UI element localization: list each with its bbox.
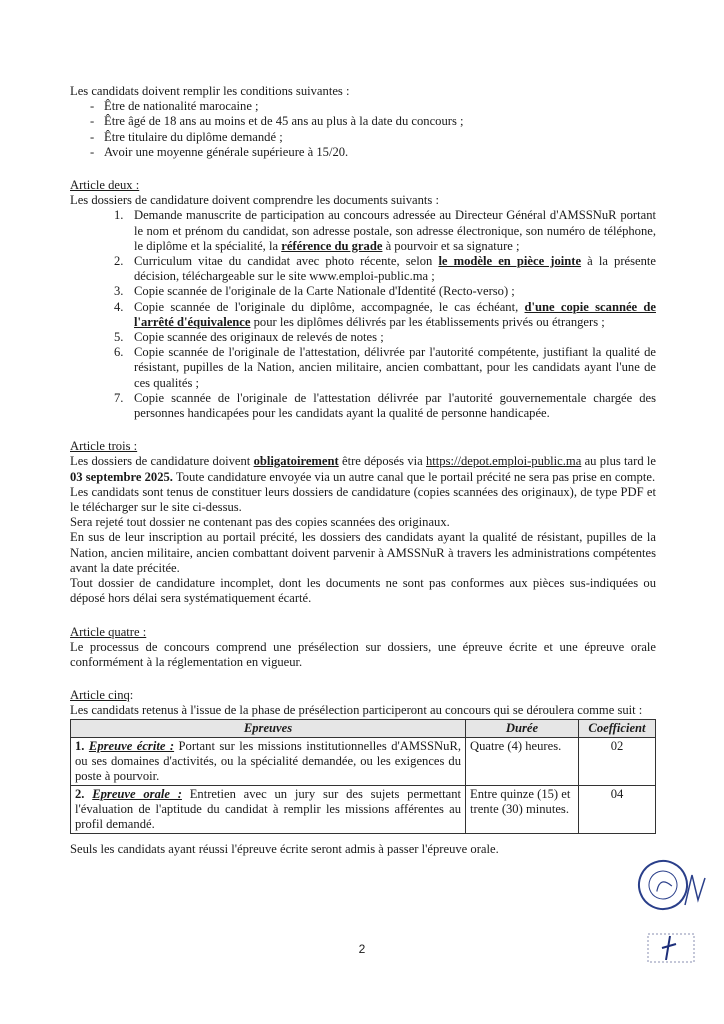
closing-paragraph: Seuls les candidats ayant réussi l'épreuve écrite seront admis à passer l'épreuve orale.: [70, 841, 499, 856]
initial-mark-icon: [646, 930, 696, 966]
list-item: [70, 284, 656, 299]
list-item: - Être titulaire du diplôme demandé ;: [70, 130, 656, 145]
item-text: Demande manuscrite de participation au concours adressée au Directeur Général d'AMSSNuR portant le nom et prénom du candidat, son adresse postale, son adresse électronique, son numéro de téléphone, le diplôme et la spécialité, la: [134, 208, 656, 253]
item-emphasis: le modèle en pièce jointe: [438, 254, 582, 269]
item-number: 5.: [114, 330, 124, 345]
list-item: - Avoir une moyenne générale supérieure à 15/20.: [70, 145, 656, 160]
article-four-paragraph: Le processus de concours comprend une présélection sur dossiers, une épreuve écrite et une épreuve orale conformément à la réglementation en vigueur.: [70, 639, 656, 669]
list-item: [70, 300, 656, 330]
article-five-heading: [70, 688, 656, 703]
emphasis-text: obligatoirement: [253, 454, 339, 469]
conditions-list: [70, 99, 656, 160]
row-number: 1.: [75, 738, 85, 753]
item-text: Copie scannée de l'originale de l'attestation, délivrée par l'autorité compétente, justifiant la qualité de résistant, pupilles de la Nation, ancien militaire, ancien combattant, pour les candidats ayant l'une de ces qualités ;: [134, 345, 656, 390]
epreuve-title: Epreuve écrite :: [88, 738, 175, 753]
item-number: 2.: [114, 254, 124, 269]
epreuve-cell: [71, 737, 466, 785]
epreuve-description: Entretien avec un jury sur des sujets permettant l'évaluation de l'aptitude du candidat à remplir les missions afférentes au profil demandé.: [75, 786, 461, 831]
documents-list: [70, 208, 656, 421]
article-three-paragraph-5: Tout dossier de candidature incomplet, dont les documents ne sont pas conformes aux pièces sus-indiquées ou déposé hors délai sera systématiquement écarté.: [70, 576, 656, 606]
item-text: Copie scannée de l'originale de la Carte Nationale d'Identité (Recto-verso) ;: [134, 284, 515, 299]
article-three-paragraph-1: [70, 454, 656, 484]
heading-colon: :: [129, 688, 134, 703]
column-header-duree: Durée: [466, 719, 579, 737]
conditions-intro: Les candidats doivent remplir les conditions suivantes :: [70, 84, 350, 98]
text: Les dossiers de candidature doivent: [70, 454, 254, 469]
article-two-heading: Article deux :: [70, 178, 140, 193]
column-header-coefficient: Coefficient: [579, 719, 656, 737]
coefficient-cell: 02: [579, 737, 656, 785]
item-text-end: à la présente décision, téléchargeable sur le site www.emploi-public.ma ;: [134, 254, 656, 284]
heading-text: Article cinq: [70, 688, 130, 703]
table-row: [71, 737, 656, 785]
item-text: Copie scannée de l'originale de l'attestation délivrée par l'autorité gouvernementale chargée des personnes handicapées pour les candidats ayant la qualité de personne handicapée.: [134, 390, 656, 421]
page-number: 2: [358, 942, 366, 956]
article-three-paragraph-4: En sus de leur inscription au portail précité, les dossiers des candidats ayant la qualité de résistant, pupilles de la Nation, ancien militaire, ancien combattant doivent parvenir à AMSSNuR à travers les administrations compétentes avant la date précitée.: [70, 530, 656, 575]
deadline-date: 03 septembre 2025.: [70, 469, 173, 484]
epreuve-title: Epreuve orale :: [92, 786, 182, 801]
coefficient-cell: 04: [579, 785, 656, 833]
text: être déposés via: [338, 454, 426, 469]
item-text-end: pour les diplômes délivrés par les établissements privés ou étrangers ;: [250, 314, 605, 329]
item-text: Copie scannée de l'originale du diplôme, accompagnée, le cas échéant,: [134, 299, 525, 314]
article-two-intro: Les dossiers de candidature doivent comprendre les documents suivants :: [70, 193, 439, 208]
table-header-row: [71, 719, 656, 737]
column-header-epreuves: Epreuves: [71, 719, 466, 737]
list-item: [70, 391, 656, 421]
article-three-paragraph-2: Les candidats sont tenus de constituer leurs dossiers de candidature (copies scannées des originaux), de type PDF et le télécharger sur le site ci-dessus.: [70, 484, 656, 515]
portal-link[interactable]: https://depot.emploi-public.ma: [426, 454, 582, 469]
list-item: - Être de nationalité marocaine ;: [70, 99, 656, 114]
list-item: [70, 330, 656, 345]
item-number: 4.: [114, 299, 124, 314]
item-number: 1.: [114, 208, 124, 223]
item-text: Copie scannée des originaux de relevés de notes ;: [134, 330, 384, 345]
item-text-end: à pourvoir et sa signature ;: [382, 238, 520, 253]
row-number: 2.: [75, 786, 85, 801]
article-three-heading: Article trois :: [70, 439, 138, 454]
duree-cell: Entre quinze (15) et trente (30) minutes.: [466, 785, 579, 833]
article-four-heading: Article quatre :: [70, 624, 147, 639]
exam-table: [70, 719, 656, 834]
item-emphasis: d'une copie scannée de l'arrêté d'équivalence: [134, 299, 656, 329]
text: au plus tard le: [581, 454, 656, 469]
item-number: 3.: [114, 284, 124, 299]
item-text: Curriculum vitae du candidat avec photo récente, selon: [134, 254, 439, 269]
table-row: [71, 785, 656, 833]
item-number: 7.: [114, 390, 124, 405]
list-item: [70, 345, 656, 391]
list-item: - Être âgé de 18 ans au moins et de 45 ans au plus à la date du concours ;: [70, 114, 656, 129]
signature-icon: [680, 870, 710, 910]
article-five-paragraph: Les candidats retenus à l'issue de la phase de présélection participeront au concours qui se déroulera comme suit :: [70, 703, 643, 718]
list-item: [70, 254, 656, 284]
epreuve-cell: [71, 785, 466, 833]
document-page: [70, 84, 656, 857]
item-emphasis: référence du grade: [281, 238, 383, 253]
article-three-paragraph-3: Sera rejeté tout dossier ne contenant pas des copies scannées des originaux.: [70, 515, 450, 530]
epreuve-description: Portant sur les missions institutionnelles d'AMSSNuR, ou ses domaines d'activités, ou la spécialité demandée, ou les exigences du poste à pourvoir.: [75, 738, 461, 783]
text: Toute candidature envoyée via un autre canal que le portail précité ne sera pas prise en compte.: [172, 469, 656, 484]
duree-cell: Quatre (4) heures.: [466, 737, 579, 785]
list-item: [70, 208, 656, 254]
item-number: 6.: [114, 345, 124, 360]
